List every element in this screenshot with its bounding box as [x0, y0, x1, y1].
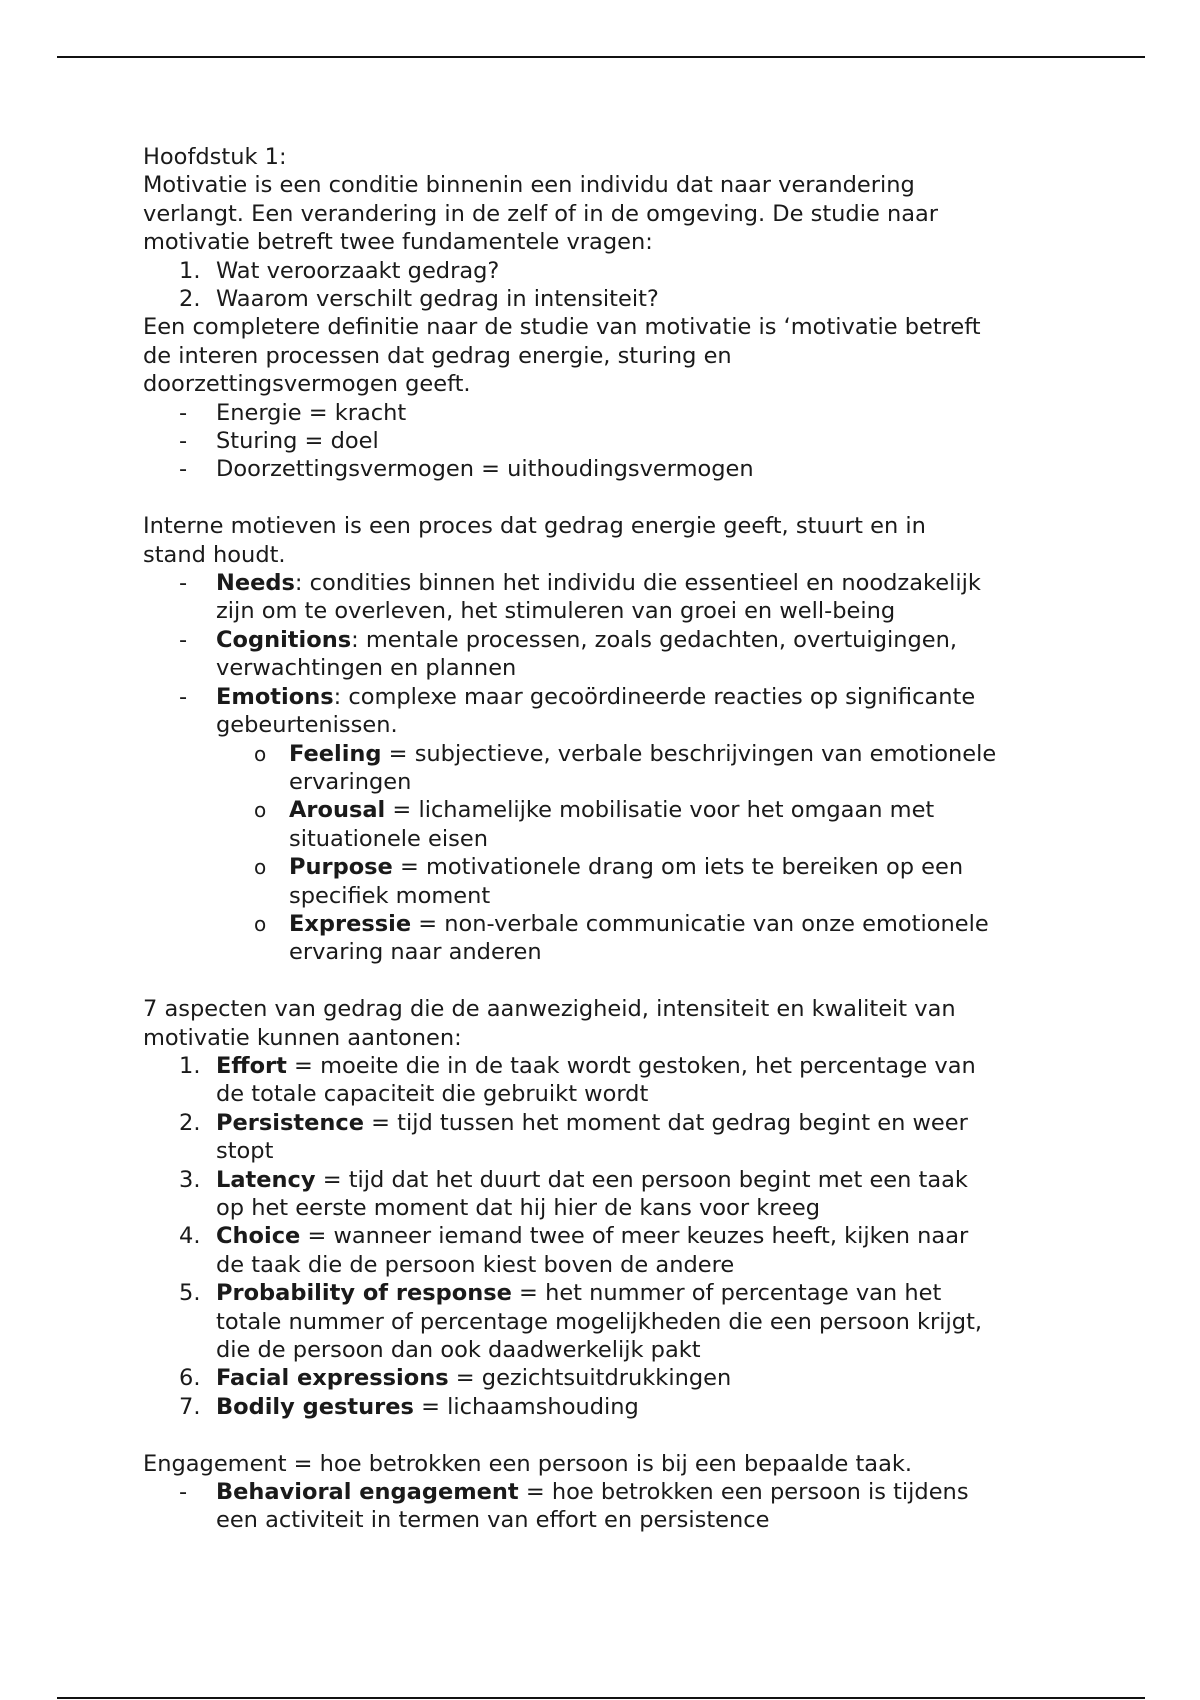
engagement-intro: Engagement = hoe betrokken een persoon is bij een bepaalde taak. — [143, 1450, 913, 1477]
intro-line: Motivatie is een conditie binnenin een individu dat naar verandering — [143, 172, 915, 199]
aspect-item-choice: 4. Choice = wanneer iemand twee of meer keuzes heeft, kijken naar — [179, 1223, 969, 1250]
intro-line: motivatie betreft twee fundamentele vragen: — [143, 229, 653, 256]
emotion-part-purpose-cont: specifiek moment — [289, 882, 491, 909]
question-item: 2. Waarom verschilt gedrag in intensiteit? — [179, 286, 659, 313]
emotion-part-expressie-cont: ervaring naar anderen — [289, 939, 542, 966]
emotion-part-arousal-cont: situationele eisen — [289, 825, 488, 852]
motive-item-cognitions: - Cognitions: mentale processen, zoals gedachten, overtuigingen, — [179, 626, 958, 653]
dash-bullet: - — [179, 399, 188, 426]
list-number: 1. — [179, 1052, 201, 1079]
motive-item-needs-cont: zijn om te overleven, het stimuleren van groei en well-being — [216, 598, 896, 625]
motive-item-cognitions-cont: verwachtingen en plannen — [216, 655, 517, 682]
chapter-heading: Hoofdstuk 1: — [143, 144, 287, 170]
aspects-intro-line: motivatie kunnen aantonen: — [143, 1024, 462, 1051]
aspect-item-latency-cont: op het eerste moment dat hij hier de kans voor kreeg — [216, 1195, 820, 1221]
aspect-item-effort: 1. Effort = moeite die in de taak wordt gestoken, het percentage van — [179, 1052, 976, 1079]
emotion-part-purpose: o Purpose = motivationele drang om iets te bereiken op een — [254, 854, 964, 881]
emotion-part-feeling-cont: ervaringen — [289, 768, 412, 795]
aspects-intro-line: 7 aspecten van gedrag die de aanwezigheid, intensiteit en kwaliteit van — [143, 996, 956, 1023]
aspect-item-choice-cont: de taak die de persoon kiest boven de andere — [216, 1251, 735, 1278]
motive-item-emotions: - Emotions: complexe maar gecoördineerde reacties op significante — [179, 683, 976, 710]
motives-intro-line: stand houdt. — [143, 541, 286, 568]
dash-bullet: - — [179, 626, 188, 653]
list-number: 5. — [179, 1280, 201, 1307]
dash-bullet: - — [179, 683, 188, 710]
emotion-part-expressie: o Expressie = non-verbale communicatie van onze emotionele — [254, 910, 989, 937]
circle-bullet: o — [254, 855, 267, 880]
definition-item: - Energie = kracht — [179, 399, 407, 426]
emotion-part-arousal: o Arousal = lichamelijke mobilisatie voor het omgaan met — [254, 797, 935, 824]
list-number: 7. — [179, 1393, 201, 1420]
definition-line: de interen processen dat gedrag energie, sturing en — [143, 342, 732, 369]
emotion-part-feeling: o Feeling = subjectieve, verbale beschrijvingen van emotionele — [254, 740, 997, 767]
aspect-item-facial: 6. Facial expressions = gezichtsuitdrukkingen — [179, 1365, 732, 1392]
dash-bullet: - — [179, 428, 188, 455]
definition-item: - Doorzettingsvermogen = uithoudingsvermogen — [179, 456, 754, 483]
definition-item: - Sturing = doel — [179, 428, 379, 455]
aspect-item-probability-cont: totale nummer of percentage mogelijkheden die een persoon krijgt, — [216, 1308, 983, 1335]
aspect-item-probability: 5. Probability of response = het nummer of percentage van het — [179, 1280, 942, 1307]
question-item: 1. Wat veroorzaakt gedrag? — [179, 257, 500, 284]
list-number: 4. — [179, 1223, 201, 1250]
motives-intro-line: Interne motieven is een proces dat gedrag energie geeft, stuurt en in — [143, 513, 926, 540]
dash-bullet: - — [179, 570, 188, 597]
aspect-item-gestures: 7. Bodily gestures = lichaamshouding — [179, 1393, 639, 1420]
engagement-item-behavioral-cont: een activiteit in termen van effort en persistence — [216, 1507, 770, 1534]
definition-line: Een completere definitie naar de studie van motivatie is ‘motivatie betreft — [143, 314, 981, 341]
header-rule — [57, 56, 1145, 58]
aspect-item-persistence: 2. Persistence = tijd tussen het moment dat gedrag begint en weer — [179, 1109, 968, 1136]
document-body — [143, 143, 1063, 1535]
definition-line: doorzettingsvermogen geeft. — [143, 371, 471, 398]
motive-item-emotions-cont: gebeurtenissen. — [216, 712, 398, 739]
circle-bullet: o — [254, 798, 267, 823]
list-number: 3. — [179, 1166, 201, 1193]
intro-line: verlangt. Een verandering in de zelf of in de omgeving. De studie naar — [143, 200, 939, 227]
list-number: 6. — [179, 1365, 201, 1392]
engagement-item-behavioral: - Behavioral engagement = hoe betrokken een persoon is tijdens — [179, 1479, 969, 1506]
circle-bullet: o — [254, 911, 267, 936]
dash-bullet: - — [179, 456, 188, 483]
aspect-item-latency: 3. Latency = tijd dat het duurt dat een persoon begint met een taak — [179, 1166, 968, 1193]
footer-rule — [57, 1697, 1145, 1699]
aspect-item-effort-cont: de totale capaciteit die gebruikt wordt — [216, 1081, 649, 1108]
motive-item-needs: - Needs: condities binnen het individu die essentieel en noodzakelijk — [179, 570, 981, 597]
list-number: 2. — [179, 1109, 201, 1136]
circle-bullet: o — [254, 741, 267, 766]
list-number: 2. — [179, 286, 201, 313]
list-number: 1. — [179, 257, 201, 284]
dash-bullet: - — [179, 1479, 188, 1506]
aspect-item-persistence-cont: stopt — [216, 1138, 274, 1165]
aspect-item-probability-cont: die de persoon dan ook daadwerkelijk pakt — [216, 1337, 701, 1364]
